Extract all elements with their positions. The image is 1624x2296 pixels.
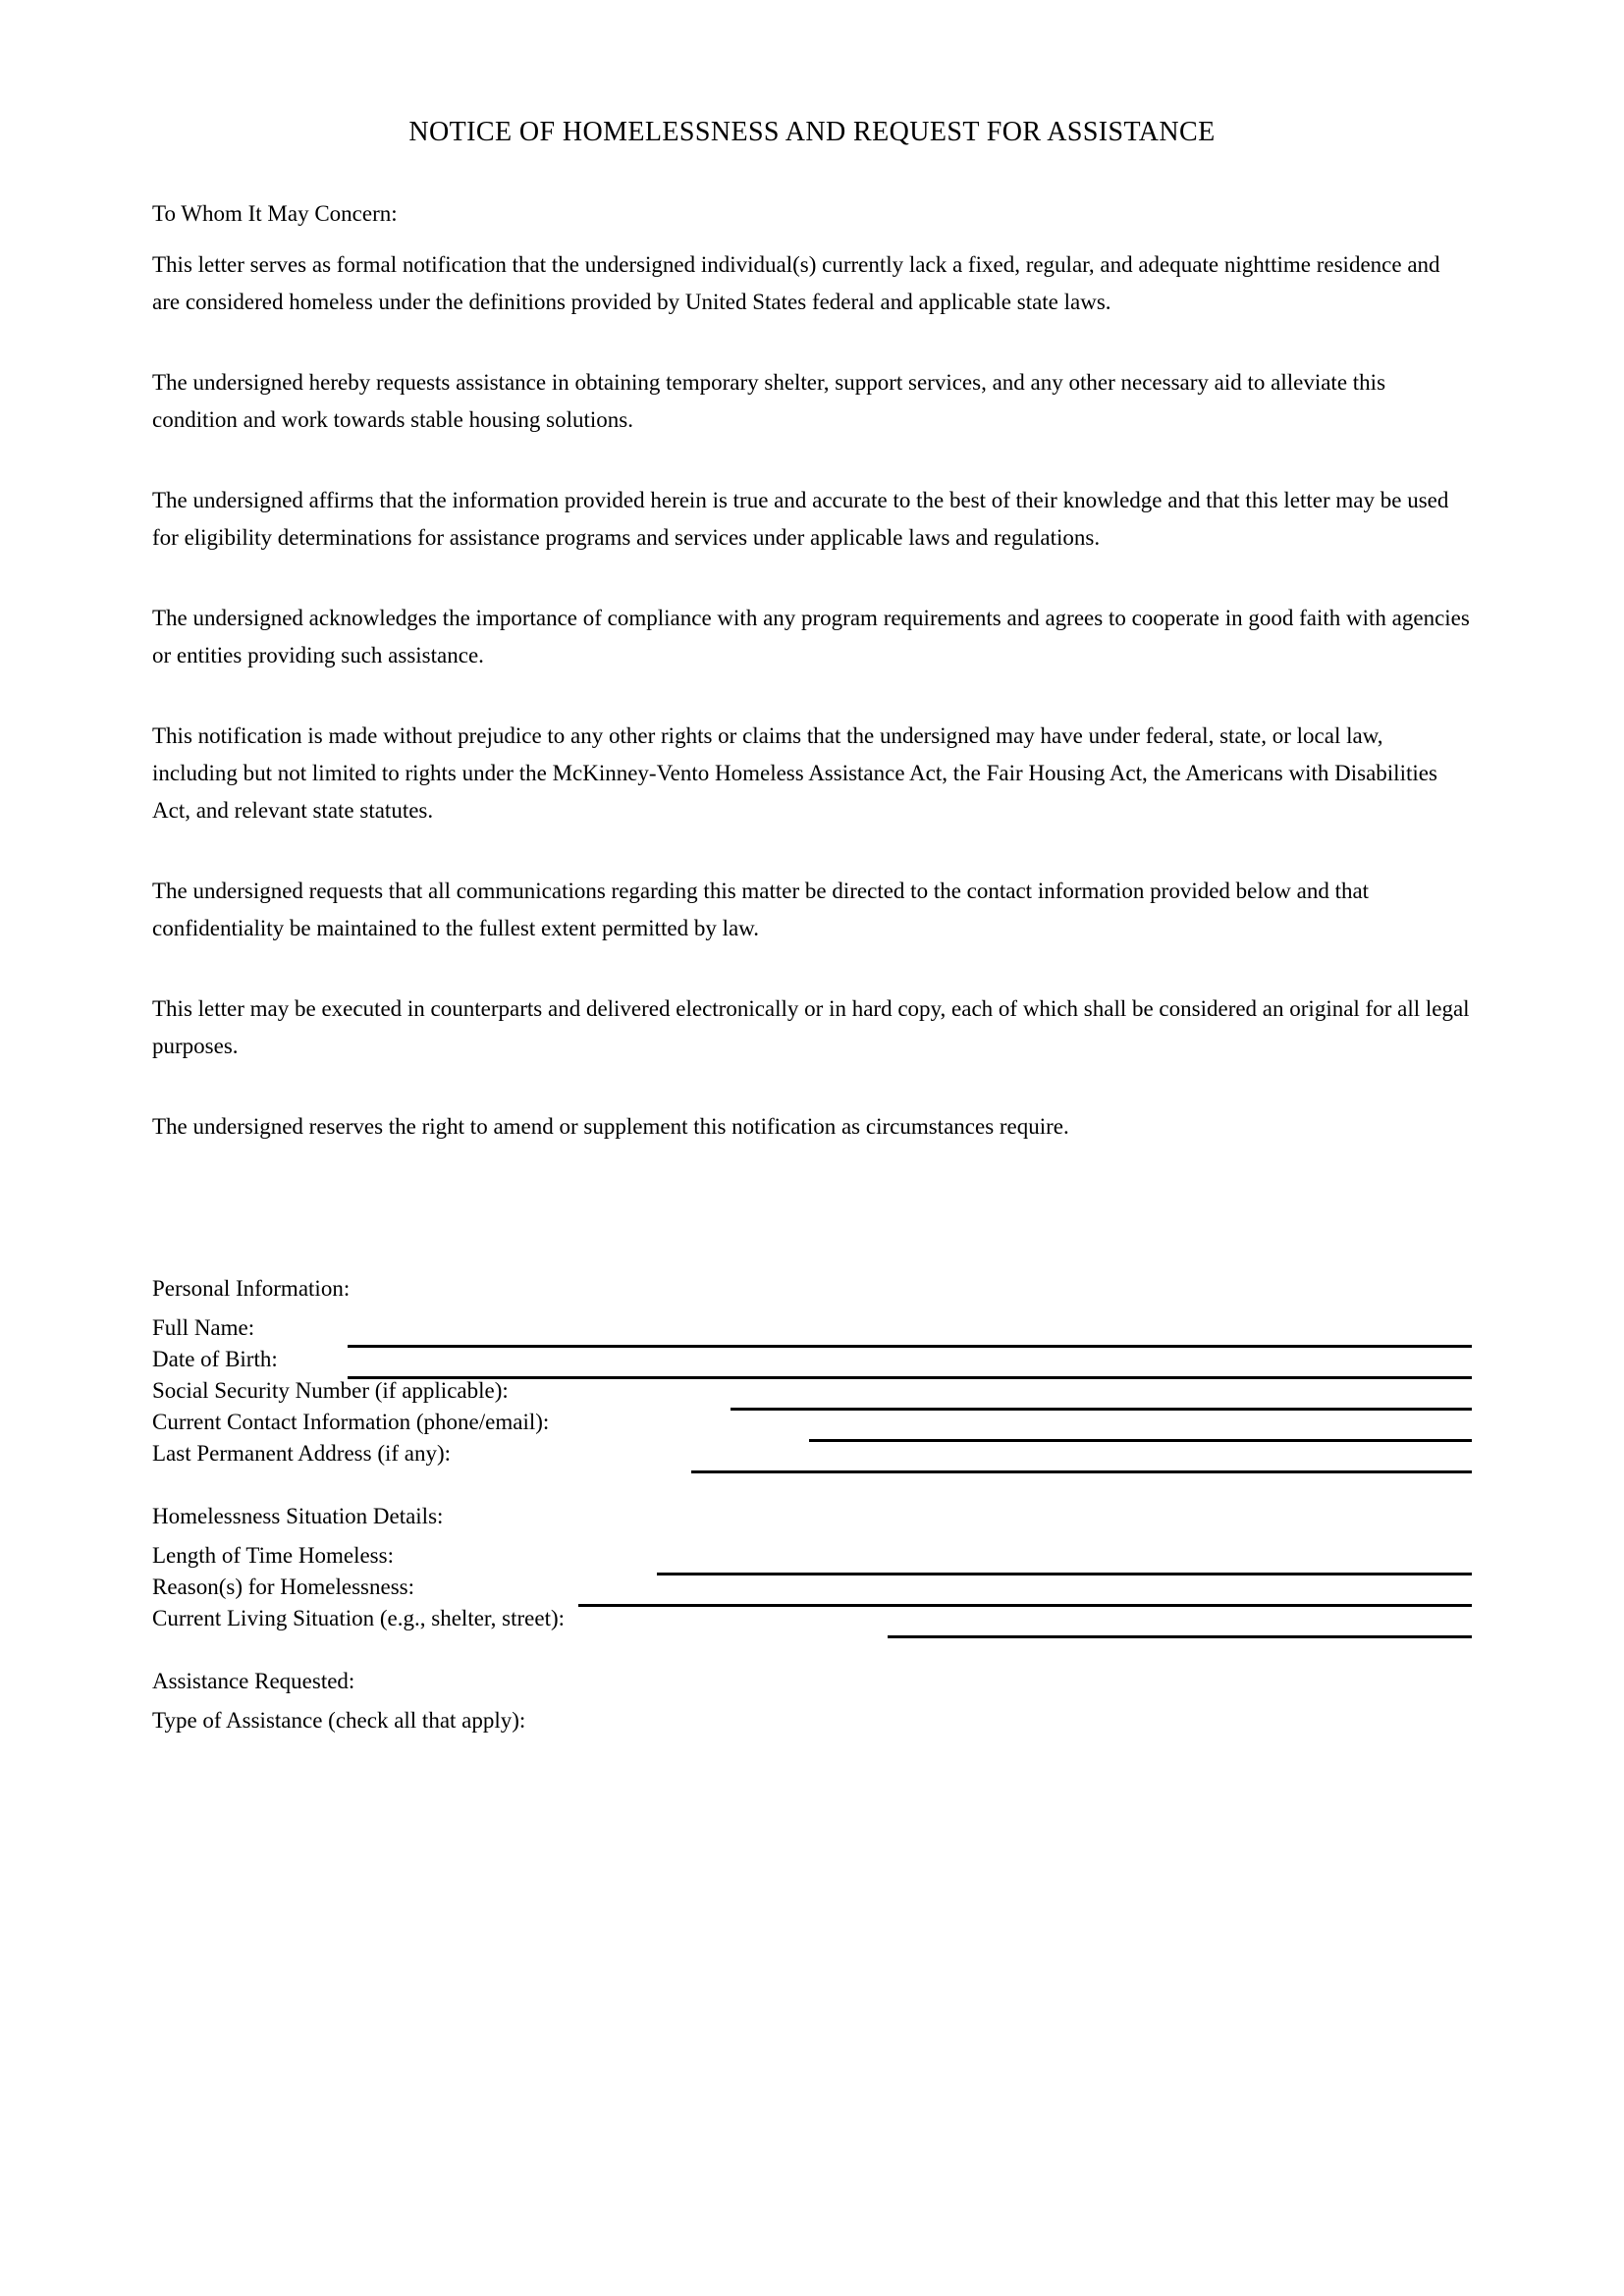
field-label-full-name: Full Name: <box>152 1314 255 1340</box>
letter-body <box>152 225 1472 1146</box>
field-group-gap <box>152 1469 1472 1501</box>
field-label-current-contact-information: Current Contact Information (phone/email): <box>152 1409 550 1434</box>
letter-paragraph: This letter may be executed in counterparts and delivered electronically or in hard copy, each of which shall be considered an original for all legal purposes. <box>152 995 1470 1058</box>
field-row-last-permanent-address <box>152 1438 1472 1469</box>
field-row-current-living-situation <box>152 1603 1472 1634</box>
form-fields-area <box>152 1230 1472 1736</box>
field-group-gap <box>152 1634 1472 1666</box>
field-label-length-of-time-homeless: Length of Time Homeless: <box>152 1542 394 1568</box>
field-label-social-security-number: Social Security Number (if applicable): <box>152 1377 509 1403</box>
field-input-current-living-situation[interactable] <box>888 1635 1472 1638</box>
section-heading-personal-information: Personal Information: <box>152 1275 351 1301</box>
salutation: To Whom It May Concern: <box>152 200 398 226</box>
field-row-date-of-birth <box>152 1344 1472 1375</box>
field-label-reasons-for-homelessness: Reason(s) for Homelessness: <box>152 1574 415 1599</box>
field-label-current-living-situation: Current Living Situation (e.g., shelter, street): <box>152 1605 566 1630</box>
letter-paragraph: The undersigned hereby requests assistance in obtaining temporary shelter, support services, and any other necessary aid to alleviate this condition and work towards stable housing solutions. <box>152 369 1386 432</box>
field-row-current-contact-information <box>152 1407 1472 1438</box>
letter-paragraph: The undersigned reserves the right to amend or supplement this notification as circumstances require. <box>152 1113 1069 1139</box>
field-input-last-permanent-address[interactable] <box>691 1470 1472 1473</box>
letter-paragraph: The undersigned acknowledges the importance of compliance with any program requirements and agrees to cooperate in good faith with agencies or entities providing such assistance. <box>152 605 1470 667</box>
field-label-last-permanent-address: Last Permanent Address (if any): <box>152 1440 452 1466</box>
field-row-length-of-time-homeless <box>152 1540 1472 1572</box>
section-spacer <box>152 1146 1472 1230</box>
section-heading-assistance-requested: Assistance Requested: <box>152 1668 355 1693</box>
page-title: NOTICE OF HOMELESSNESS AND REQUEST FOR ASSISTANCE <box>408 117 1216 147</box>
field-row-type-of-assistance <box>152 1705 1472 1736</box>
letter-paragraph: The undersigned affirms that the information provided herein is true and accurate to the best of their knowledge and that this letter may be used for eligibility determinations for assistance programs and services under applicable laws and regulations. <box>152 487 1449 550</box>
letter-paragraph: This notification is made without prejudice to any other rights or claims that the undersigned may have under federal, state, or local law, including but not limited to rights under the McKinney-Vento Homeless Assistance Act, the Fair Housing Act, the Americans with Disabilities Act, and relevant state statutes. <box>152 722 1437 823</box>
field-row-social-security-number <box>152 1375 1472 1407</box>
section-heading-homelessness-situation-details: Homelessness Situation Details: <box>152 1503 444 1528</box>
letter-paragraph: This letter serves as formal notification that the undersigned individual(s) currently lack a fixed, regular, and adequate nighttime residence and are considered homeless under the definitions provided by United States federal and applicable state laws. <box>152 251 1440 314</box>
field-label-type-of-assistance: Type of Assistance (check all that apply): <box>152 1707 526 1733</box>
field-row-reasons-for-homelessness <box>152 1572 1472 1603</box>
field-label-date-of-birth: Date of Birth: <box>152 1346 278 1371</box>
field-row-full-name <box>152 1312 1472 1344</box>
letter-paragraph: The undersigned requests that all communications regarding this matter be directed to the contact information provided below and that confidentiality be maintained to the fullest extent permitted by law. <box>152 878 1370 940</box>
